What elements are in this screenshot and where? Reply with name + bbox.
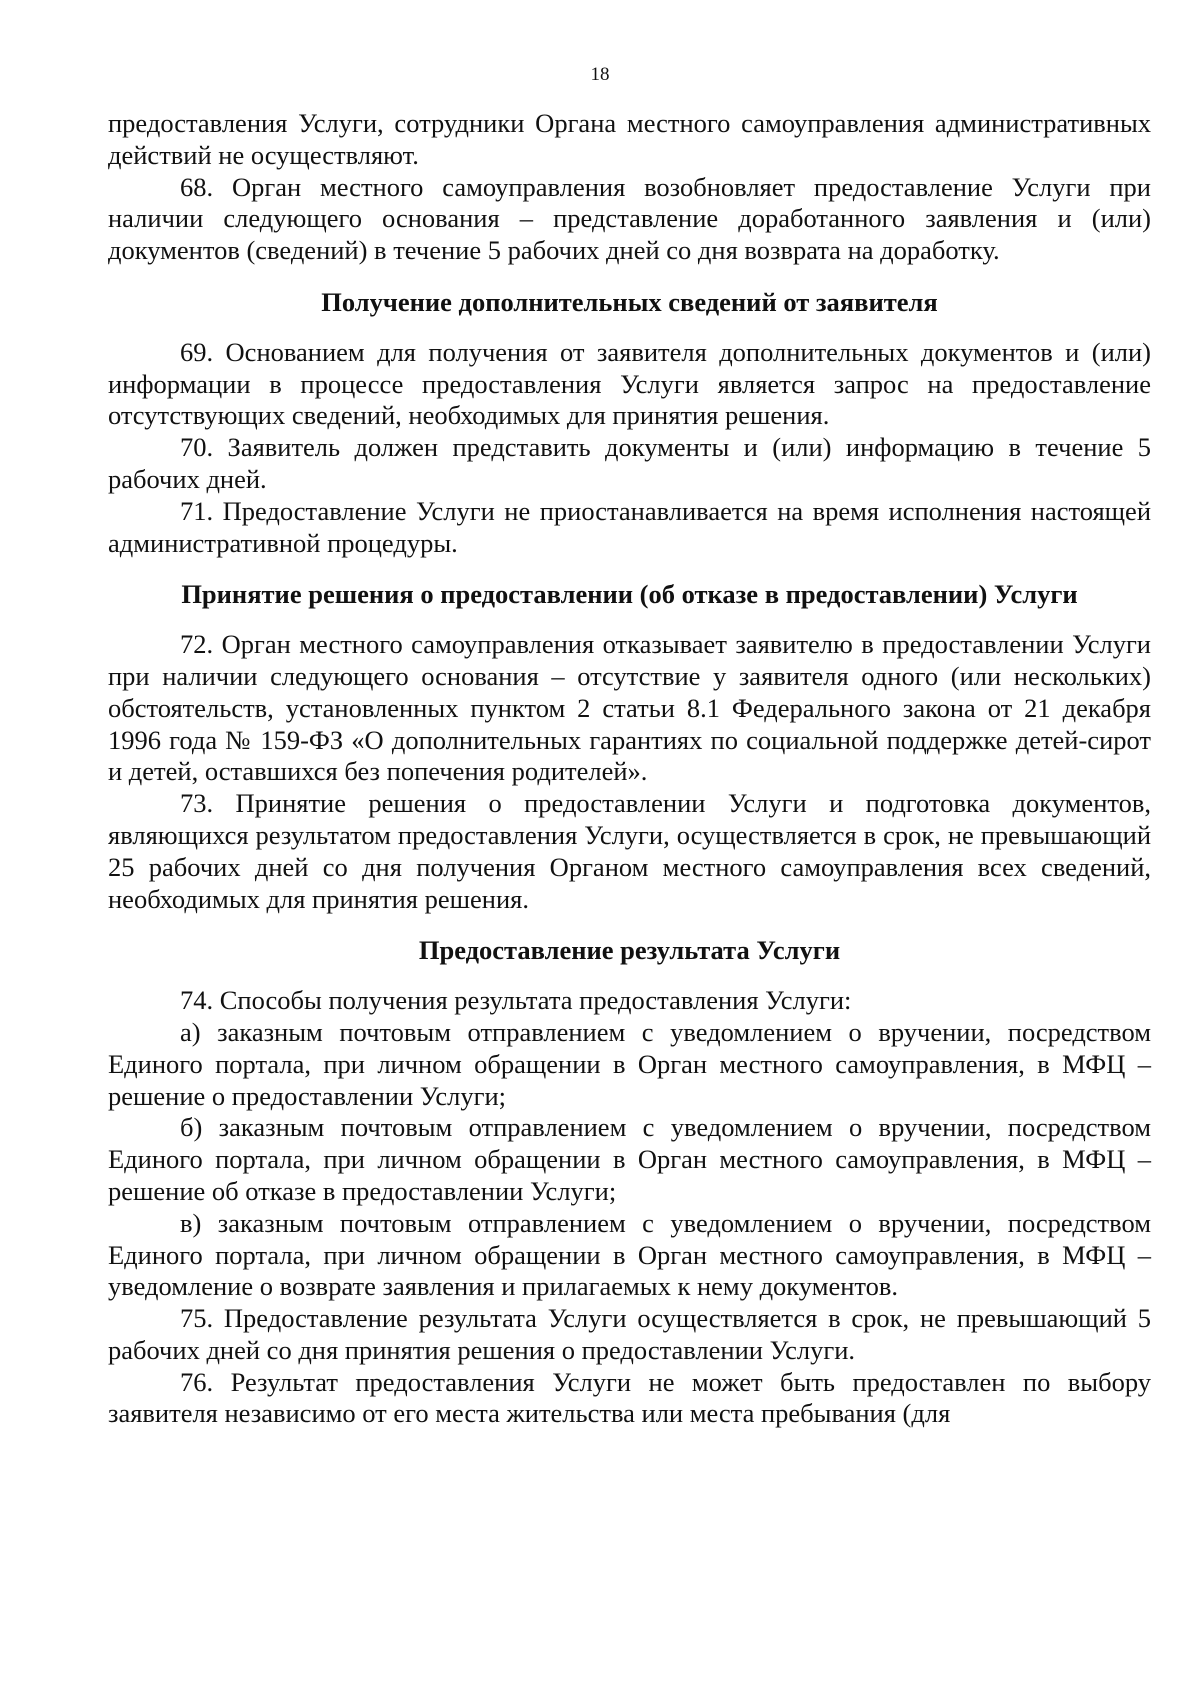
paragraph-75: 75. Предоставление результата Услуги осуществляется в срок, не превышающий 5 рабочих дней со дня принятия решения о предоставлении Услуги.	[108, 1303, 1151, 1365]
paragraph-73: 73. Принятие решения о предоставлении Услуги и подготовка документов, являющихся результатом предоставления Услуги, осуществляется в срок, не превышающий 25 рабочих дней со дня получения Органом местного самоуправления всех сведений, необходимых для принятия решения.	[108, 788, 1151, 914]
section-heading-additional-info: Получение дополнительных сведений от заявителя	[321, 286, 938, 317]
list-item-v: в) заказным почтовым отправлением с уведомлением о вручении, посредством Единого портала, при личном обращении в Орган местного самоуправления, в МФЦ – уведомление о возврате заявления и прилагаемых к нему документов.	[108, 1207, 1151, 1302]
paragraph-69: 69. Основанием для получения от заявителя дополнительных документов и (или) информации в процессе предоставления Услуги является запрос на предоставление отсутствующих сведений, необходимых для принятия решения.	[108, 336, 1151, 431]
paragraph-72: 72. Орган местного самоуправления отказывает заявителю в предоставлении Услуги при наличии следующего основания – отсутствие у заявителя одного (или нескольких) обстоятельств, установленных пунктом 2 статьи 8.1 Федерального закона от 21 декабря 1996 года № 159-ФЗ «О дополнительных гарантиях по социальной поддержке детей-сирот и детей, оставшихся без попечения родителей».	[108, 629, 1151, 787]
paragraph-74: 74. Способы получения результата предоставления Услуги:	[180, 985, 852, 1016]
paragraph-76: 76. Результат предоставления Услуги не может быть предоставлен по выбору заявителя независимо от его места жительства или места пребывания (для	[108, 1366, 1151, 1429]
paragraph-70: 70. Заявитель должен представить документы и (или) информацию в течение 5 рабочих дней.	[108, 432, 1151, 494]
list-item-b: б) заказным почтовым отправлением с уведомлением о вручении, посредством Единого портала, при личном обращении в Орган местного самоуправления, в МФЦ – решение об отказе в предоставлении Услуги;	[108, 1112, 1151, 1206]
paragraph-68: 68. Орган местного самоуправления возобновляет предоставление Услуги при наличии следующего основания – представление доработанного заявления и (или) документов (сведений) в течение 5 рабочих дней со дня возврата на доработку.	[108, 171, 1151, 266]
page-number: 18	[590, 64, 610, 85]
section-heading-decision: Принятие решения о предоставлении (об отказе в предоставлении) Услуги	[181, 579, 1078, 610]
paragraph-continuation: предоставления Услуги, сотрудники Органа местного самоуправления административных действий не осуществляют.	[108, 108, 1151, 170]
paragraph-71: 71. Предоставление Услуги не приостанавливается на время исполнения настоящей административной процедуры.	[108, 495, 1151, 558]
list-item-a: а) заказным почтовым отправлением с уведомлением о вручении, посредством Единого портала, при личном обращении в Орган местного самоуправления, в МФЦ – решение о предоставлении Услуги;	[108, 1016, 1151, 1111]
document-body	[108, 108, 1151, 1430]
section-heading-result: Предоставление результата Услуги	[418, 935, 841, 966]
